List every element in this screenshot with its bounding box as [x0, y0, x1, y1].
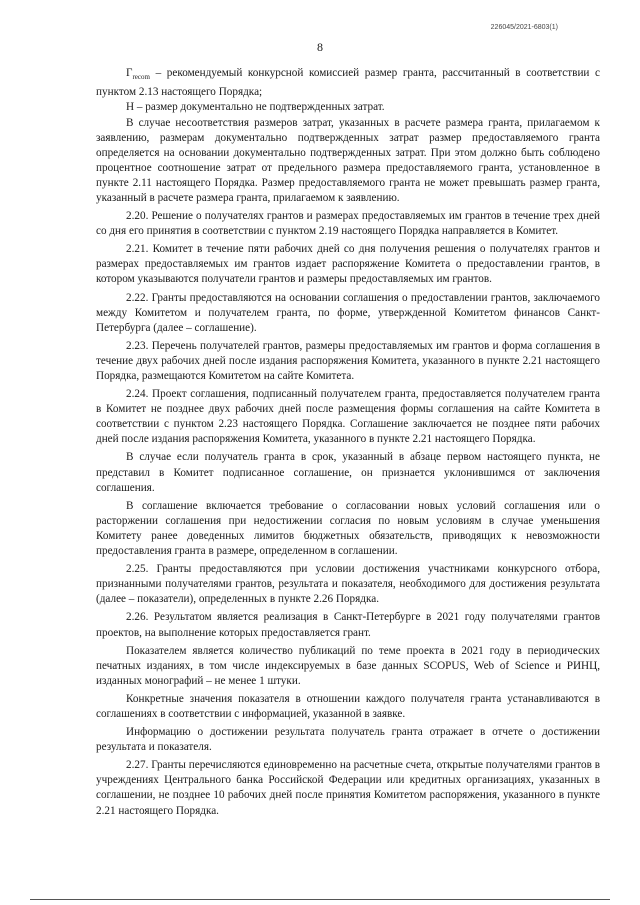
paragraph-2-26: 2.26. Результатом является реализация в Санкт-Петербурге в 2021 году получателями грантов проектов, на выполнение которых предоставляется грант.	[96, 611, 600, 639]
paragraph-cost-mismatch: В случае несоответствия размеров затрат, указанных в расчете размера гранта, прилагаемом к заявлению, размерам документально подтвержденных затрат размер предоставляемого гранта определяется на основании документально подтвержденных затрат. При этом должно быть соблюдено процентное соотношение затрат от предельного размера предоставляемого гранта, установленное в пункте 2.11 настоящего Порядка. Размер предоставляемого гранта не может превышать размер гранта, указанный в расчете размера гранта, прилагаемом к заявлению.	[96, 116, 600, 204]
paragraph-2-24: 2.24. Проект соглашения, подписанный получателем гранта, предоставляется получателем гранта в Комитет не позднее двух рабочих дней после размещения формы соглашения на сайте Комитета в соответствии с пунктом 2.23 настоящего Порядка. Соглашение заключается не позднее пяти рабочих дней после издания распоряжения Комитета, указанного в пункте 2.21 настоящего Порядка.	[96, 388, 600, 446]
paragraph-definition-h: Н – размер документально не подтвержденных затрат.	[126, 101, 385, 114]
paragraph-2-27: 2.27. Гранты перечисляются единовременно на расчетные счета, открытые получателями грантов в учреждениях Центрального банка Российской Федерации или кредитных организациях, указанных в соглашении, не позднее 10 рабочих дней после принятия Комитетом распоряжения, указанного в пункте 2.21 настоящего Порядка.	[96, 759, 600, 817]
document-body	[96, 66, 600, 819]
paragraph-indicator: Показателем является количество публикаций по теме проекта в 2021 году в периодических печатных изданиях, в том числе индексируемых в базе данных SCOPUS, Web of Science и РИНЦ, изданных монографий – не менее 1 штуки.	[96, 644, 600, 687]
paragraph-report: Информацию о достижении результата получатель гранта отражает в отчете о достижении результата и показателя.	[96, 726, 600, 754]
paragraph-2-20: 2.20. Решение о получателях грантов и размерах предоставляемых им грантов в течение трех дней со дня его принятия в соответствии с пунктом 2.19 настоящего Порядка направляется в Комитет.	[96, 210, 600, 238]
paragraph-2-23: 2.23. Перечень получателей грантов, размеры предоставляемых им грантов и форма соглашения в течение двух рабочих дней после издания распоряжения Комитета, указанного в пункте 2.21 настоящего Порядка, размещаются Комитетом на сайте Комитета.	[96, 339, 600, 383]
document-id: 226045/2021-6803(1)	[490, 24, 558, 31]
paragraph-agreement-terms: В соглашение включается требование о согласовании новых условий соглашения или о расторжении соглашения при недостижении согласия по новым условиям в случае уменьшения Комитету ранее доведенных лимитов бюджетных обязательств, приводящих к невозможности предоставления гранта в размере, определенном в соглашении.	[96, 499, 600, 558]
paragraph-evasion: В случае если получатель гранта в срок, указанный в абзаце первом настоящего пункта, не представил в Комитет подписанное соглашение, он признается уклонившимся от заключения соглашения.	[96, 451, 600, 494]
page-number: 8	[317, 40, 323, 54]
paragraph-2-21: 2.21. Комитет в течение пяти рабочих дней со дня получения решения о получателях грантов и размерах предоставляемых им грантов издает распоряжение Комитета о предоставлении грантов, в котором указываются получатели грантов и размеры предоставляемых им грантов.	[96, 243, 600, 286]
paragraph-2-22: 2.22. Гранты предоставляются на основании соглашения о предоставлении грантов, заключаемого между Комитетом и получателем гранта, по форме, утвержденной Комитетом финансов Санкт-Петербурга (далее – соглашение).	[96, 291, 600, 334]
paragraph-indicator-values: Конкретные значения показателя в отношении каждого получателя гранта устанавливаются в соглашениях в соответствии с информацией, указанной в заявке.	[96, 692, 600, 720]
scan-edge-line	[30, 899, 610, 900]
symbol-subscript: recom	[132, 73, 150, 82]
paragraph-2-25: 2.25. Гранты предоставляются при условии достижения участниками конкурсного отбора, признанными получателями грантов, результата и показателя, необходимого для достижения результата (далее – показатели), определенных в пункте 2.26 Порядка.	[96, 563, 600, 606]
symbol-g: Г	[126, 67, 133, 79]
definition-g-recom	[96, 66, 600, 100]
definition-text: – рекомендуемый конкурсной комиссией размер гранта, рассчитанный в соответствии с пунктом 2.13 настоящего Порядка;	[96, 67, 600, 99]
